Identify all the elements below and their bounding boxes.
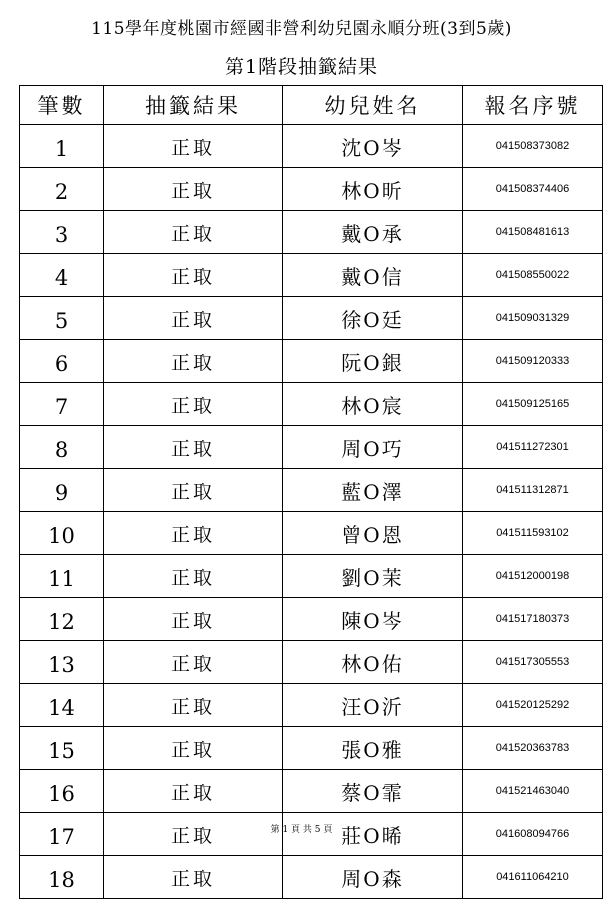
table-header-row bbox=[20, 86, 603, 125]
registration-number-cell: 041521463040 bbox=[463, 770, 603, 813]
registration-number-cell: 041509120333 bbox=[463, 340, 603, 383]
registration-number-cell: 041508374406 bbox=[463, 168, 603, 211]
child-name-cell: 周O森 bbox=[283, 856, 463, 899]
table-row bbox=[20, 469, 603, 512]
child-name-cell: 沈O岑 bbox=[283, 125, 463, 168]
child-name-cell: 曾O恩 bbox=[283, 512, 463, 555]
row-number-cell: 2 bbox=[20, 168, 104, 211]
child-name-cell: 徐O廷 bbox=[283, 297, 463, 340]
column-header-result: 抽籤結果 bbox=[104, 86, 283, 125]
table-row bbox=[20, 125, 603, 168]
table-row bbox=[20, 168, 603, 211]
child-name-cell: 林O昕 bbox=[283, 168, 463, 211]
lottery-results-table bbox=[19, 85, 603, 899]
child-name-cell: 莊O晞 bbox=[283, 813, 463, 856]
table-row bbox=[20, 598, 603, 641]
registration-number-cell: 041520363783 bbox=[463, 727, 603, 770]
registration-number-cell: 041611064210 bbox=[463, 856, 603, 899]
row-number-cell: 9 bbox=[20, 469, 104, 512]
table-body bbox=[20, 125, 603, 899]
lottery-result-cell: 正取 bbox=[104, 856, 283, 899]
table-row bbox=[20, 211, 603, 254]
lottery-result-cell: 正取 bbox=[104, 254, 283, 297]
row-number-cell: 5 bbox=[20, 297, 104, 340]
row-number-cell: 12 bbox=[20, 598, 104, 641]
lottery-result-cell: 正取 bbox=[104, 211, 283, 254]
lottery-result-cell: 正取 bbox=[104, 512, 283, 555]
table-row bbox=[20, 512, 603, 555]
lottery-result-cell: 正取 bbox=[104, 469, 283, 512]
row-number-cell: 15 bbox=[20, 727, 104, 770]
lottery-result-cell: 正取 bbox=[104, 641, 283, 684]
registration-number-cell: 041508373082 bbox=[463, 125, 603, 168]
child-name-cell: 戴O承 bbox=[283, 211, 463, 254]
lottery-result-cell: 正取 bbox=[104, 426, 283, 469]
lottery-result-cell: 正取 bbox=[104, 383, 283, 426]
child-name-cell: 劉O茉 bbox=[283, 555, 463, 598]
registration-number-cell: 041520125292 bbox=[463, 684, 603, 727]
row-number-cell: 8 bbox=[20, 426, 104, 469]
row-number-cell: 11 bbox=[20, 555, 104, 598]
child-name-cell: 戴O信 bbox=[283, 254, 463, 297]
child-name-cell: 周O巧 bbox=[283, 426, 463, 469]
child-name-cell: 張O雅 bbox=[283, 727, 463, 770]
registration-number-cell: 041517305553 bbox=[463, 641, 603, 684]
document-title: 115學年度桃園市經國非營利幼兒園永順分班(3到5歲) bbox=[91, 19, 512, 39]
row-number-cell: 6 bbox=[20, 340, 104, 383]
child-name-cell: 林O佑 bbox=[283, 641, 463, 684]
row-number-cell: 18 bbox=[20, 856, 104, 899]
child-name-cell: 林O宸 bbox=[283, 383, 463, 426]
registration-number-cell: 041508550022 bbox=[463, 254, 603, 297]
row-number-cell: 13 bbox=[20, 641, 104, 684]
lottery-result-cell: 正取 bbox=[104, 168, 283, 211]
table-row bbox=[20, 770, 603, 813]
child-name-cell: 汪O沂 bbox=[283, 684, 463, 727]
column-header-child-name: 幼兒姓名 bbox=[283, 86, 463, 125]
table-row bbox=[20, 727, 603, 770]
lottery-result-cell: 正取 bbox=[104, 125, 283, 168]
table-row bbox=[20, 297, 603, 340]
lottery-result-cell: 正取 bbox=[104, 555, 283, 598]
registration-number-cell: 041508481613 bbox=[463, 211, 603, 254]
registration-number-cell: 041512000198 bbox=[463, 555, 603, 598]
lottery-result-cell: 正取 bbox=[104, 340, 283, 383]
row-number-cell: 3 bbox=[20, 211, 104, 254]
lottery-result-cell: 正取 bbox=[104, 813, 283, 856]
registration-number-cell: 041517180373 bbox=[463, 598, 603, 641]
table-row bbox=[20, 383, 603, 426]
column-header-count: 筆數 bbox=[20, 86, 104, 125]
row-number-cell: 14 bbox=[20, 684, 104, 727]
table-row bbox=[20, 340, 603, 383]
row-number-cell: 1 bbox=[20, 125, 104, 168]
lottery-result-cell: 正取 bbox=[104, 770, 283, 813]
row-number-cell: 16 bbox=[20, 770, 104, 813]
lottery-result-cell: 正取 bbox=[104, 684, 283, 727]
lottery-result-cell: 正取 bbox=[104, 598, 283, 641]
child-name-cell: 藍O澤 bbox=[283, 469, 463, 512]
child-name-cell: 阮O銀 bbox=[283, 340, 463, 383]
table-row bbox=[20, 426, 603, 469]
table-row bbox=[20, 555, 603, 598]
registration-number-cell: 041608094766 bbox=[463, 813, 603, 856]
registration-number-cell: 041509031329 bbox=[463, 297, 603, 340]
table-row bbox=[20, 684, 603, 727]
lottery-result-cell: 正取 bbox=[104, 297, 283, 340]
registration-number-cell: 041509125165 bbox=[463, 383, 603, 426]
child-name-cell: 蔡O霏 bbox=[283, 770, 463, 813]
table-row bbox=[20, 856, 603, 899]
row-number-cell: 17 bbox=[20, 813, 104, 856]
registration-number-cell: 041511272301 bbox=[463, 426, 603, 469]
row-number-cell: 7 bbox=[20, 383, 104, 426]
row-number-cell: 4 bbox=[20, 254, 104, 297]
lottery-result-cell: 正取 bbox=[104, 727, 283, 770]
column-header-registration-number: 報名序號 bbox=[463, 86, 603, 125]
table-row bbox=[20, 641, 603, 684]
document-subtitle: 第1階段抽籤結果 bbox=[224, 56, 379, 78]
registration-number-cell: 041511312871 bbox=[463, 469, 603, 512]
row-number-cell: 10 bbox=[20, 512, 104, 555]
registration-number-cell: 041511593102 bbox=[463, 512, 603, 555]
child-name-cell: 陳O岑 bbox=[283, 598, 463, 641]
table-row bbox=[20, 254, 603, 297]
page-footer: 第 1 頁 共 5 頁 bbox=[270, 825, 333, 835]
